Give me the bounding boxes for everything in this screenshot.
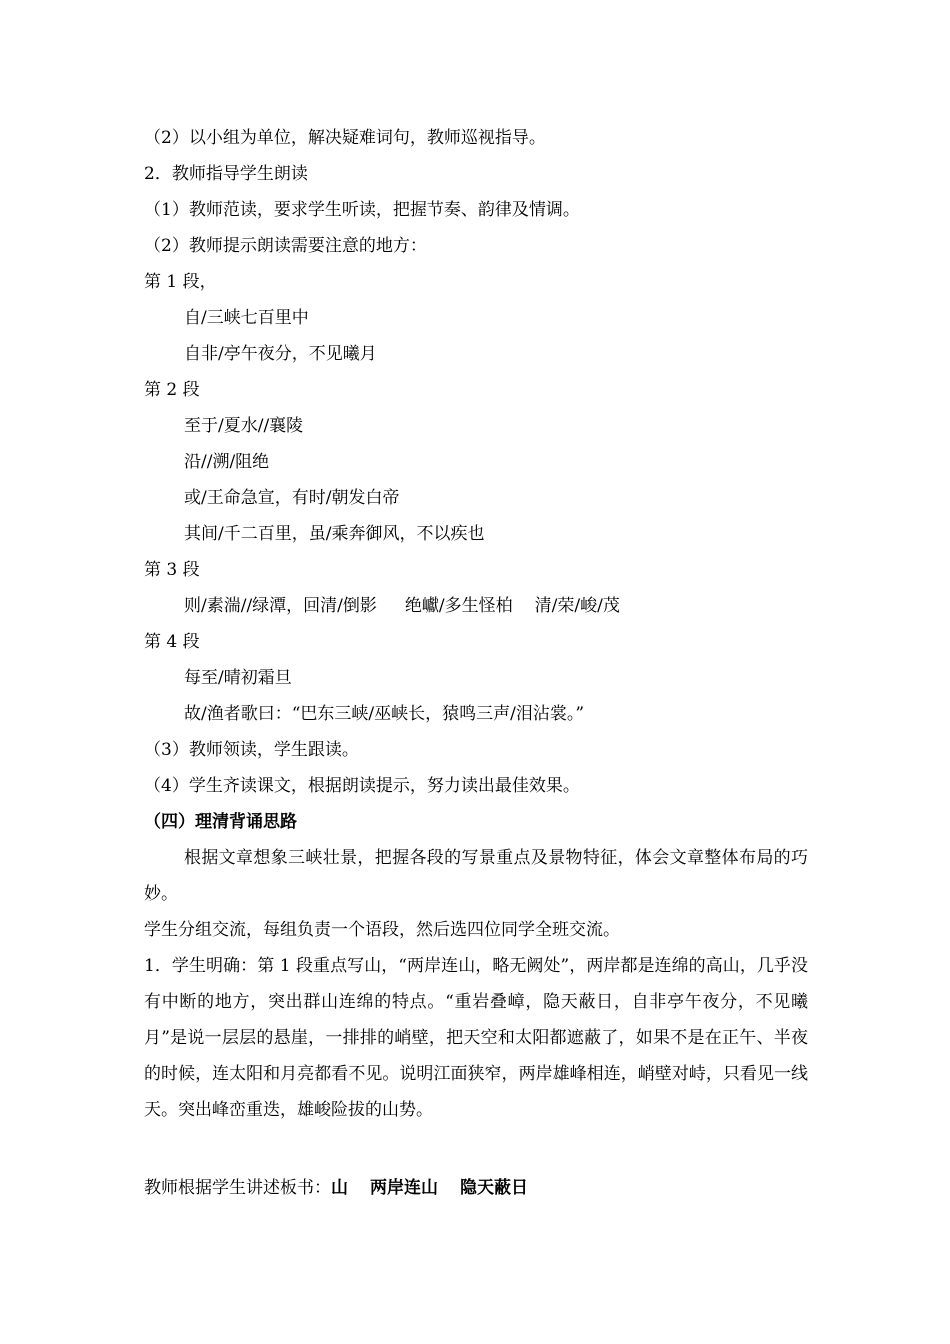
reading-hint: 每至/晴初霜旦 [184,668,292,688]
text-line: （4）学生齐读课文，根据朗读提示，努力读出最佳效果。 [144,776,580,796]
text-line: （1）教师范读，要求学生听读，把握节奏、韵律及情调。 [144,200,580,220]
text-line: （3）教师领读，学生跟读。 [144,740,359,760]
board-note: 山 [331,1178,348,1198]
reading-hint: 则/素湍//绿潭，回清/倒影 [184,596,377,616]
reading-hint: 或/王命急宣，有时/朝发白帝 [184,488,400,508]
text-line: 学生分组交流，每组负责一个语段，然后选四位同学全班交流。 [144,920,620,940]
section-label: 第 1 段， [144,272,217,292]
reading-hint-row [184,595,620,617]
section-heading: （四）理清背诵思路 [144,812,297,832]
board-note: 两岸连山 [370,1178,438,1198]
reading-hint: 其间/千二百里，虽/乘奔御风，不以疾也 [184,524,485,544]
reading-hint: 清/荣/峻/茂 [534,596,620,616]
section-label: 第 3 段 [144,560,200,580]
section-label: 第 4 段 [144,632,200,652]
reading-hint: 自/三峡七百里中 [184,308,309,328]
text-line: （2）以小组为单位，解决疑难词句，教师巡视指导。 [144,128,546,148]
paragraph: 根据文章想象三峡壮景，把握各段的写景重点及景物特征，体会文章整体布局的巧妙。 [144,848,808,904]
reading-hint: 绝巘/多生怪柏 [404,596,513,616]
text-line: （2）教师提示朗读需要注意的地方： [144,236,427,256]
reading-hint: 故/渔者歌曰：“巴东三峡/巫峡长，猿鸣三声/泪沾裳。” [184,704,585,724]
board-note: 隐天蔽日 [460,1178,528,1198]
reading-hint: 沿//溯/阻绝 [184,452,270,472]
section-label: 第 2 段 [144,380,200,400]
text-line: 2．教师指导学生朗读 [144,164,308,184]
reading-hint: 至于/夏水//襄陵 [184,416,304,436]
board-notes-line [144,1177,528,1199]
paragraph: 1．学生明确：第 1 段重点写山，“两岸连山，略无阙处”，两岸都是连绵的高山，几乎没有中断的地方，突出群山连绵的特点。“重岩叠嶂，隐天蔽日，自非亭午夜分，不见曦月”是说一层层的悬崖，一排排的峭壁，把天空和太阳都遮蔽了，如果不是在正午、半夜的时候，连太阳和月亮都看不见。说明江面狭窄，两岸雄峰相连，峭壁对峙，只看见一线天。突出峰峦重迭，雄峻险拔的山势。 [144,956,808,1120]
reading-hint: 自非/亭午夜分，不见曦月 [184,344,377,364]
board-notes-label: 教师根据学生讲述板书： [144,1178,331,1198]
